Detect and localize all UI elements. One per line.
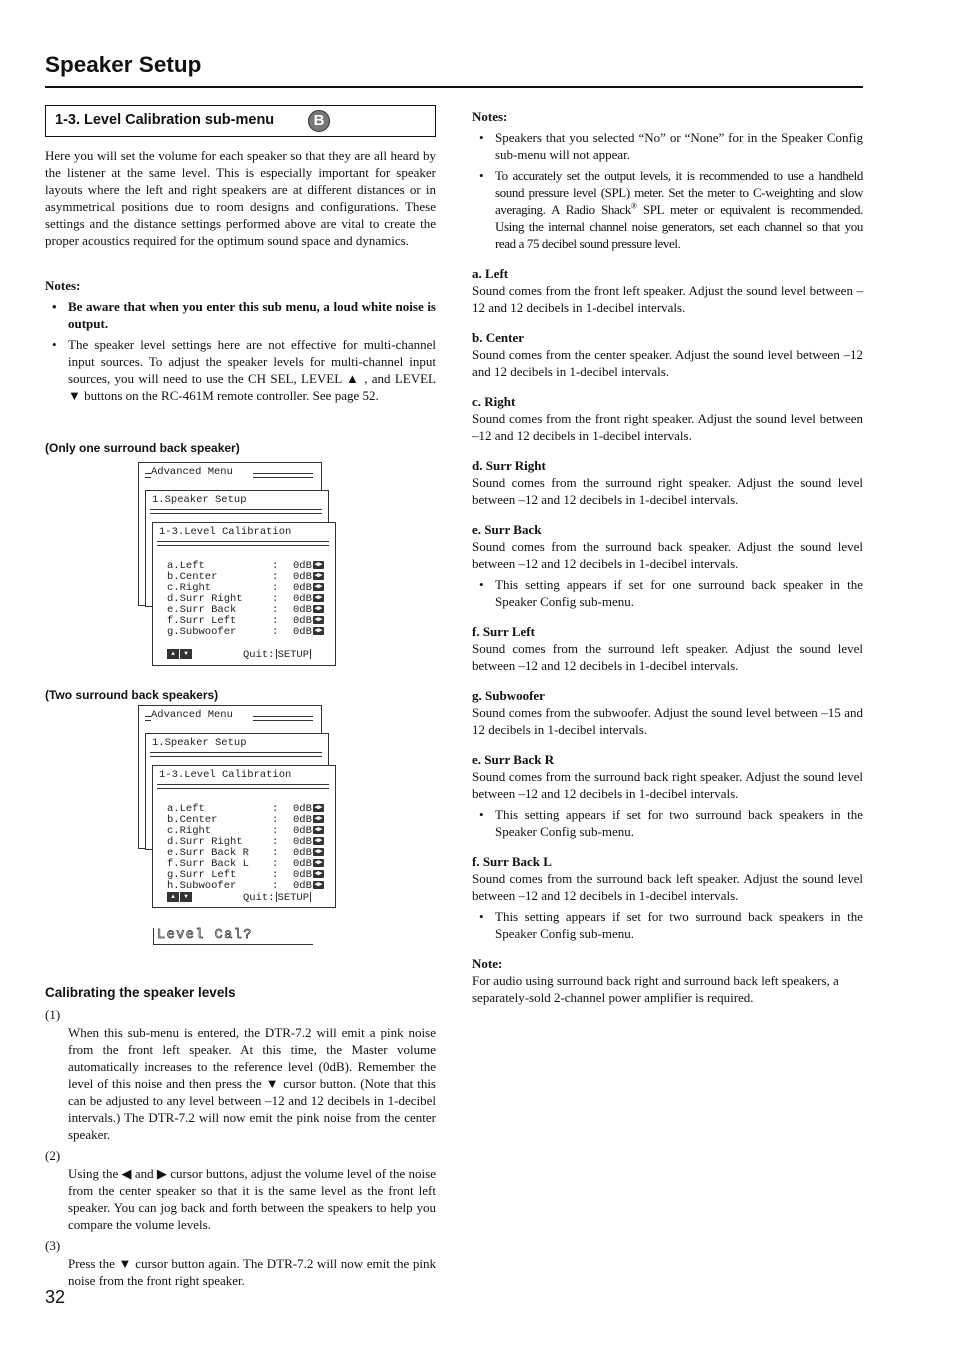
setting-text: Sound comes from the surround back right speaker. Adjust the sound level between –12 and 12 decibels in 1-decibel intervals.: [472, 769, 863, 801]
diagram-caption: (Two surround back speakers): [45, 688, 219, 702]
osd-menu-title: 1.Speaker Setup: [152, 737, 247, 749]
notes-heading: Notes:: [472, 109, 508, 124]
page-title: Speaker Setup: [45, 52, 202, 77]
setting-text: Sound comes from the surround left speaker. Adjust the sound level between –12 and 12 decibels in 1-decibel intervals.: [472, 641, 863, 673]
osd-quit-hint: Quit: SETUP: [243, 891, 310, 904]
osd-row: a.Left : 0dB ◀▶: [167, 803, 323, 815]
final-note-text: For audio using surround back right and surround back left speakers, a separately-sold 2-channel power amplifier is required.: [472, 973, 839, 1005]
osd-row: b.Center : 0dB ◀▶: [167, 814, 323, 826]
osd-menu-title: 1.Speaker Setup: [152, 494, 247, 506]
note-item: • To accurately set the output levels, it is recommended to use a handheld sound pressure level (SPL) meter. Set the meter to C-weighting and slow averaging. A Radio Shack® SPL meter or equivalent is recommended. Using the internal channel noise generators, set each channel so that you read a 75 decibel sound pressure level.: [472, 167, 863, 252]
section-heading-box: [45, 105, 436, 137]
section-title: 1-3. Level Calibration sub-menu: [55, 112, 275, 128]
setting-text: Sound comes from the subwoofer. Adjust the sound level between –15 and 12 decibels in 1-decibel intervals.: [472, 705, 863, 737]
osd-quit-hint: Quit: SETUP: [243, 648, 310, 661]
osd-row: d.Surr Right : 0dB ◀▶: [167, 836, 323, 848]
osd-row: e.Surr Back R : 0dB ◀▶: [167, 847, 323, 859]
intro-paragraph: Here you will set the volume for each speaker so that they are all heard by the listener at the same level. This is especially important for speaker layouts where the left and right speakers are at different distances or in asymmetrical positions due to room designs and configurations. These settings and the distance settings performed above are vital to create the proper acoustics required for the optimum sound space and dynamics.: [45, 148, 436, 248]
osd-row: c.Right : 0dB ◀▶: [167, 582, 323, 594]
osd-menu-title: 1-3.Level Calibration: [159, 769, 292, 781]
note-item: • Speakers that you selected “No” or “None” for in the Speaker Config sub-menu will not appear.: [472, 129, 863, 163]
osd-diagram-two-back: [138, 705, 338, 910]
setting-text: Sound comes from the center speaker. Adjust the sound level between –12 and 12 decibels in 1-decibel intervals.: [472, 347, 863, 379]
setting-text: Sound comes from the front right speaker. Adjust the sound level between –12 and 12 decibels in 1-decibel intervals.: [472, 411, 863, 443]
calibrating-heading: Calibrating the speaker levels: [45, 985, 236, 1000]
diagram-caption: (Only one surround back speaker): [45, 441, 240, 455]
osd-row: a.Left : 0dB ◀▶: [167, 560, 323, 572]
setting-note: • This setting appears if set for one surround back speaker in the Speaker Config sub-menu.: [472, 576, 863, 610]
up-down-arrows-icon: ▲ ▼: [167, 649, 193, 661]
osd-row: d.Surr Right : 0dB ◀▶: [167, 593, 323, 605]
step-number: (3): [45, 1238, 61, 1253]
setting-heading: f. Surr Left: [472, 624, 535, 639]
step-number: (1): [45, 1007, 61, 1022]
osd-menu-title: 1-3.Level Calibration: [159, 526, 292, 538]
setting-text: Sound comes from the surround back left speaker. Adjust the sound level between –12 and 12 decibels in 1-decibel intervals.: [472, 871, 863, 903]
setting-text: Sound comes from the front left speaker. Adjust the sound level between –12 and 12 decibels in 1-decibel intervals.: [472, 283, 863, 315]
final-note-heading: Note:: [472, 956, 503, 971]
setting-text: Sound comes from the surround back speaker. Adjust the sound level between –12 and 12 decibels in 1-decibel intervals.: [472, 539, 863, 571]
osd-row: g.Surr Left : 0dB ◀▶: [167, 869, 323, 881]
note-item: • The speaker level settings here are not effective for multi-channel input sources. To adjust the speaker levels for multi-channel input sources, you will need to use the CH SEL, LEVEL ▲ , and LEVEL ▼ buttons on the RC-461M remote controller. See page 52.: [45, 336, 436, 404]
osd-diagram-one-back: [138, 462, 338, 672]
title-rule: [45, 86, 863, 88]
osd-row: b.Center : 0dB ◀▶: [167, 571, 323, 583]
osd-row: e.Surr Back : 0dB ◀▶: [167, 604, 323, 616]
setting-heading: a. Left: [472, 266, 509, 281]
osd-row: h.Subwoofer : 0dB ◀▶: [167, 880, 323, 892]
setting-heading: g. Subwoofer: [472, 688, 545, 703]
notes-heading: Notes:: [45, 278, 81, 293]
osd-row: f.Surr Left : 0dB ◀▶: [167, 615, 323, 627]
note-item: • Be aware that when you enter this sub menu, a loud white noise is output.: [45, 298, 436, 332]
osd-row: c.Right : 0dB ◀▶: [167, 825, 323, 837]
page-number: 32: [45, 1287, 66, 1307]
setting-text: Sound comes from the surround right speaker. Adjust the sound level between –12 and 12 decibels in 1-decibel intervals.: [472, 475, 863, 507]
osd-menu-title: Advanced Menu: [151, 466, 233, 478]
setting-note: • This setting appears if set for two surround back speakers in the Speaker Config sub-menu.: [472, 806, 863, 840]
setting-note: • This setting appears if set for two surround back speakers in the Speaker Config sub-menu.: [472, 908, 863, 942]
up-down-arrows-icon: ▲ ▼: [167, 892, 193, 904]
setting-heading: b. Center: [472, 330, 524, 345]
osd-row: f.Surr Back L : 0dB ◀▶: [167, 858, 323, 870]
osd-level-calibration-panel: [152, 522, 336, 666]
osd-level-calibration-panel: [152, 765, 336, 908]
setting-heading: e. Surr Back: [472, 522, 542, 537]
osd-row: g.Subwoofer : 0dB ◀▶: [167, 626, 323, 638]
section-badge-icon: B: [308, 110, 330, 132]
osd-menu-title: Advanced Menu: [151, 709, 233, 721]
step-text: Using the ◀ and ▶ cursor buttons, adjust the volume level of the noise from the center speaker so that it is the same level as the front left speaker. You can jog back and forth between the speakers to help you compare the volume levels.: [68, 1166, 436, 1232]
setting-heading: d. Surr Right: [472, 458, 546, 473]
front-display-readout: Level Cal?: [153, 928, 313, 945]
setting-heading: e. Surr Back R: [472, 752, 555, 767]
step-number: (2): [45, 1148, 61, 1163]
setting-heading: c. Right: [472, 394, 516, 409]
step-text: When this sub-menu is entered, the DTR-7.2 will emit a pink noise from the front left speaker. At this time, the Master volume automatically increases to the reference level (0dB). Remember the level of this noise and then press the ▼ cursor button. (Note that this can be adjusted to any level between –12 and 12 decibels in 1-decibel intervals.) The DTR-7.2 will now emit the pink noise from the center speaker.: [68, 1025, 436, 1142]
step-text: Press the ▼ cursor button again. The DTR-7.2 will now emit the pink noise from the front right speaker.: [68, 1256, 436, 1288]
setting-heading: f. Surr Back L: [472, 854, 552, 869]
